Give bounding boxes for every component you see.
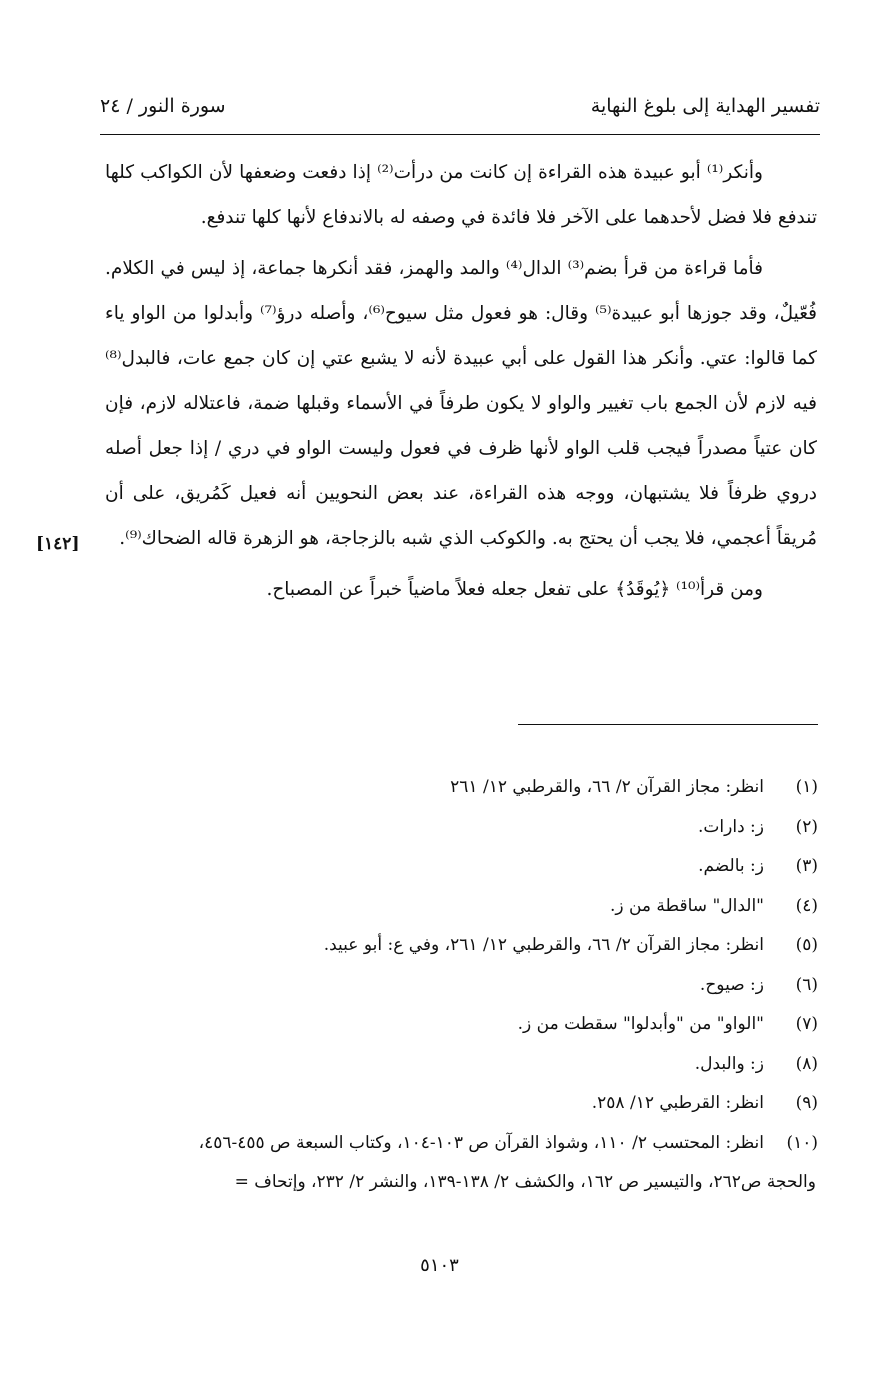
footnote-text: "الدال" ساقطة من ز. [609,895,764,916]
footnote-number: (٦) [795,974,818,995]
book-title: تفسير الهداية إلى بلوغ النهاية [590,95,820,117]
surah-reference: سورة النور / ٢٤ [100,95,226,117]
running-header [100,88,820,124]
margin-manuscript-reference: [١٤٢] [36,534,80,554]
footnote [60,926,818,966]
footnote-text: ز: والبدل. [694,1053,764,1074]
footnote [60,887,818,927]
header-rule [100,134,820,135]
footnote-text: انظر: المحتسب ٢/ ١١٠، وشواذ القرآن ص ١٠٣-١٠٤، وكتاب السبعة ص ٤٥٥-٤٥٦، [198,1132,764,1153]
footnote-text: ز: دارات. [698,816,764,837]
footnote [60,847,818,887]
footnote-number: (١) [795,777,818,797]
footnote-number: (٣) [795,856,818,876]
footnote-number: (٨) [795,1053,818,1074]
footnote-text: انظر: مجاز القرآن ٢/ ٦٦، والقرطبي ١٢/ ٢٦١، وفي ع: أبو عبيد. [323,935,764,955]
footnote-number: (٤) [795,895,818,916]
footnote-number: (٧) [795,1014,818,1034]
paragraph: ومن قرأ⁽¹⁰⁾ ﴿يُوقَدُ﴾ على تفعل جعله فعلاً ماضياً خبراً عن المصباح. [266,579,763,600]
footnote [60,1045,818,1085]
paragraph: فأما قراءة من قرأ بضم⁽³⁾ الدال⁽⁴⁾ والمد والهمز، فقد أنكرها جماعة، إذ ليس في الكلام. فُعّيلٌ، وقد جوزها أبو عبيدة⁽⁵⁾ وقال: هو فعول مثل سيوح⁽⁶⁾، وأصله درؤ⁽⁷⁾ وأبدلوا من الواو ياء كما قالوا: عتي. وأنكر هذا القول على أبي عبيدة لأنه لا يشبع عتي إن كان جمع عات، فالبدل⁽⁸⁾ فيه لازم لأن الجمع باب تغيير والواو لا يكون طرفاً في الأسماء وقبلها ضمة، فاعتلاله لازم، فإن كان عتياً مصدراً فيجب قلب الواو لأنها ظرف في فعول وليست الواو في دري / إذا جعل أصله دروي ظرفاً فلا يشتبهان، ووجه هذه القراءة، عند بعض النحويين أنه فعيل كَمُريق، على أن مُريقاً أعجمي، فلا يجب أن يحتج به. والكوكب الذي شبه بالزجاجة، هو الزهرة قاله الضحاك⁽⁹⁾. [105,258,817,549]
footnote [60,768,818,808]
footnote-text: ز: بالضم. [698,856,764,876]
footnote-number: (٥) [795,935,818,955]
main-text [105,150,817,612]
footnote-continuation: والحجة ص٢٦٢، والتيسير ص ١٦٢، والكشف ٢/ ١٣٨-١٣٩، والنشر ٢/ ٢٣٢، وإتحاف = [234,1172,816,1192]
footnote [60,1124,818,1164]
footnote-rule [518,724,818,725]
footnote-text: انظر: القرطبي ١٢/ ٢٥٨. [591,1093,764,1113]
footnote [60,1005,818,1045]
footnote [60,1084,818,1124]
footnote-text: ز: صيوح. [699,974,764,995]
page-number: ٥١٠٣ [420,1255,459,1276]
footnote [60,808,818,848]
footnotes [60,768,818,1203]
paragraph: وأنكر⁽¹⁾ أبو عبيدة هذه القراءة إن كانت من درأت⁽²⁾ إذا دفعت وضعفها لأن الكواكب كلها تندفع فلا فضل لأحدهما على الآخر فلا فائدة في وصفه له بالاندفاع لأنها كلها تندفع. [105,162,817,228]
footnote-number: (١٠) [786,1132,818,1153]
footnote [60,966,818,1006]
footnote-text: "الواو" من "وأبدلوا" سقطت من ز. [517,1014,764,1034]
footnote-number: (٩) [795,1093,818,1113]
footnote-text: انظر: مجاز القرآن ٢/ ٦٦، والقرطبي ١٢/ ٢٦١ [450,777,764,797]
footnote-number: (٢) [795,816,818,837]
